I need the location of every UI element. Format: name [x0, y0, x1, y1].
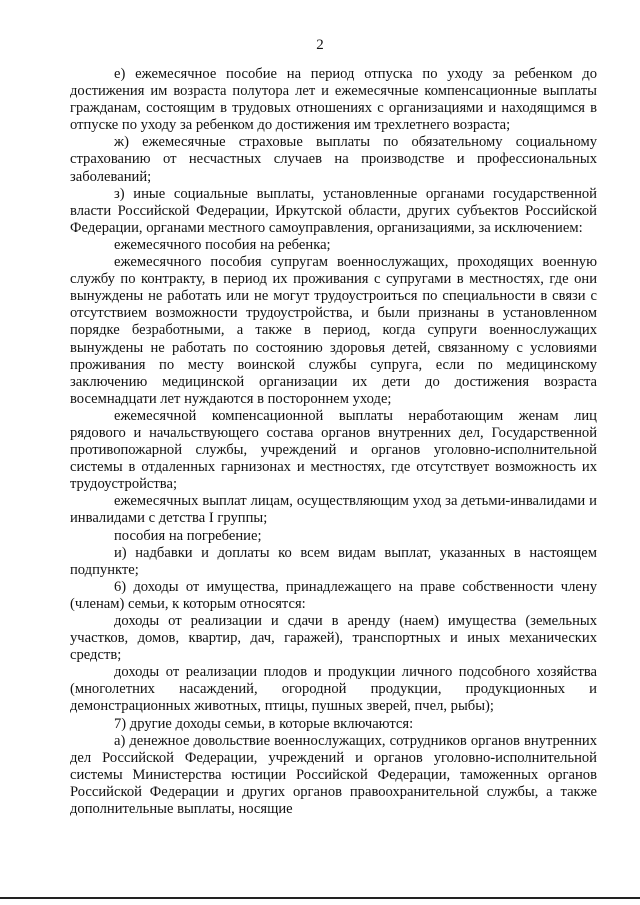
paragraph-z-other-social-payments: з) иные социальные выплаты, установленные органами государственной власти Российской Федерации, Иркутской области, других субъектов Российской Федерации, органами местного самоуправления, организациями, за исключением:	[70, 185, 597, 236]
paragraph-zh-insurance-payments: ж) ежемесячные страховые выплаты по обязательному социальному страхованию от несчастных случаев на производстве и профессиональных заболеваний;	[70, 134, 597, 185]
page-number: 2	[316, 37, 324, 53]
paragraph-caregiver-payments: ежемесячных выплат лицам, осуществляющим уход за детьми-инвалидами и инвалидами с детства I группы;	[70, 493, 597, 527]
paragraph-military-spouse-allowance: ежемесячного пособия супругам военнослужащих, проходящих военную службу по контракту, в период их проживания с супругами в местностях, где они вынуждены не работать или не могут трудоустроиться по специальности в связи с отсутствием возможности трудоустройства, и были признаны в установленном порядке безработными, а также в период, когда супруги военнослужащих вынуждены не работать по состоянию здоровья детей, связанному с условиями проживания по месту воинской службы супруга, если по медицинскому заключению медицинской организации их дети до достижения возраста восемнадцати лет нуждаются в постороннем уходе;	[70, 254, 597, 407]
paragraph-6-property-income: 6) доходы от имущества, принадлежащего на праве собственности члену (членам) семьи, к которым относятся:	[70, 578, 597, 612]
paragraph-burial-allowance: пособия на погребение;	[114, 527, 262, 544]
paragraph-compensation-nonworking-wives: ежемесячной компенсационной выплаты неработающим женам лиц рядового и начальствующего состава органов внутренних дел, Государственной противопожарной службы, учреждений и органов уголовно-исполнительной системы в отдаленных гарнизонах и местностях, где отсутствует возможность их трудоустройства;	[70, 407, 597, 493]
paragraph-a-military-pay: а) денежное довольствие военнослужащих, сотрудников органов внутренних дел Российской Федерации, учреждений и органов уголовно-исполнительной системы Министерства юстиции Российской Федерации, таможенных органов Российской Федерации и других органов правоохранительной службы, а также дополнительные выплаты, носящие	[70, 732, 597, 818]
document-body	[70, 66, 597, 818]
paragraph-i-supplements: и) надбавки и доплаты ко всем видам выплат, указанных в настоящем подпункте;	[70, 544, 597, 578]
paragraph-e-childcare-allowance: е) ежемесячное пособие на период отпуска по уходу за ребенком до достижения им возраста полутора лет и ежемесячные компенсационные выплаты гражданам, состоящим в трудовых отношениях с организациями и находящимся в отпуске по уходу за ребенком до достижения им трехлетнего возраста;	[70, 66, 597, 134]
paragraph-household-farm-income: доходы от реализации плодов и продукции личного подсобного хозяйства (многолетних насаждений, огородной продукции, продукционных и демонстрационных животных, птицы, пушных зверей, пчел, рыбы);	[70, 664, 597, 715]
scan-bottom-edge-line	[0, 897, 640, 899]
paragraph-monthly-child-allowance: ежемесячного пособия на ребенка;	[114, 236, 331, 253]
paragraph-property-sale-rent-income: доходы от реализации и сдачи в аренду (наем) имущества (земельных участков, домов, квартир, дач, гаражей), транспортных и иных механических средств;	[70, 613, 597, 664]
paragraph-7-other-income: 7) другие доходы семьи, в которые включаются:	[114, 715, 414, 732]
